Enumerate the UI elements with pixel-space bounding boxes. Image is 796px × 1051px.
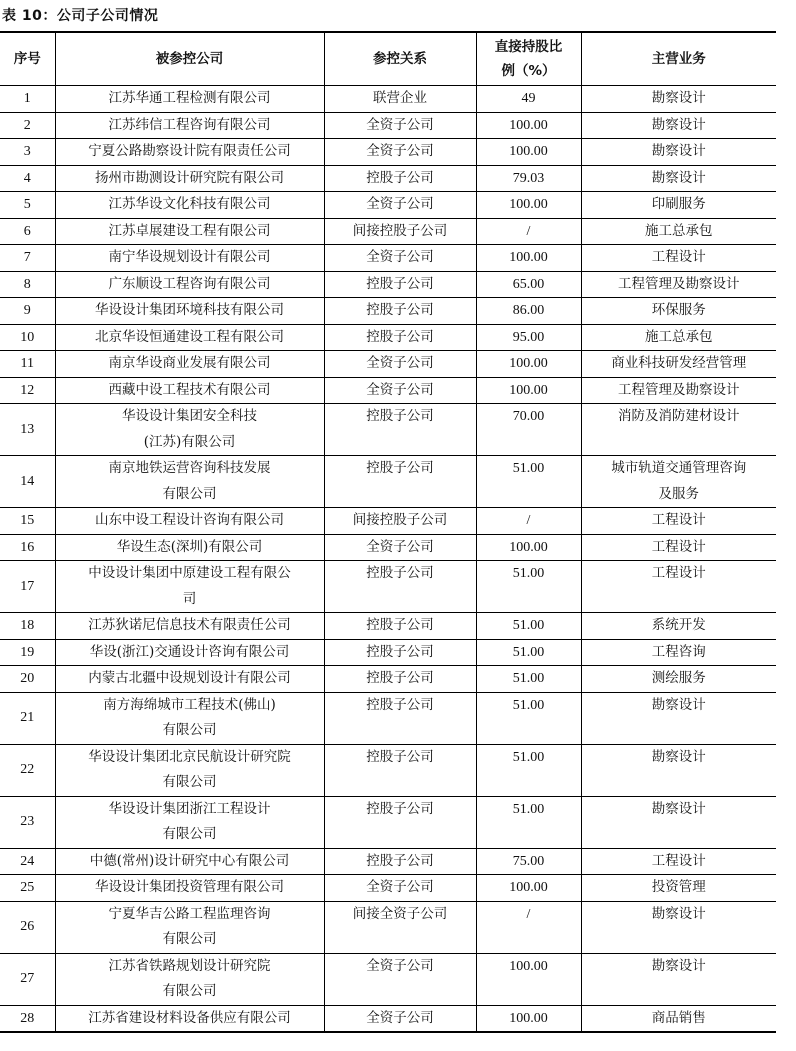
company-name-line: 有限公司 xyxy=(162,983,217,999)
row-index: 25 xyxy=(0,875,55,902)
main-business-line: 勘察设计 xyxy=(651,143,706,159)
main-business xyxy=(581,271,776,298)
main-business xyxy=(581,875,776,902)
main-business-line: 勘察设计 xyxy=(651,957,706,974)
header-share-line2: 例（%） xyxy=(501,63,556,79)
relation: 控股子公司 xyxy=(324,692,476,744)
main-business xyxy=(581,848,776,875)
main-business xyxy=(581,561,776,613)
main-business xyxy=(581,534,776,561)
main-business xyxy=(581,139,776,166)
relation: 间接全资子公司 xyxy=(324,901,476,953)
table-row xyxy=(0,377,776,404)
relation: 控股子公司 xyxy=(324,165,476,192)
company-name-line: 司 xyxy=(182,590,197,607)
main-business-line: 工程设计 xyxy=(651,512,706,528)
main-business-line: 测绘服务 xyxy=(651,670,706,686)
main-business-line: 消防及消防建材设计 xyxy=(618,408,740,424)
table-caption: 表 10：公司子公司情况 xyxy=(2,8,159,24)
main-business xyxy=(581,218,776,245)
main-business xyxy=(581,1005,776,1032)
row-index: 9 xyxy=(0,298,55,325)
main-business xyxy=(581,666,776,693)
relation: 控股子公司 xyxy=(324,298,476,325)
header-share xyxy=(476,32,581,86)
company-name xyxy=(55,351,324,378)
main-business-line: 勘察设计 xyxy=(651,116,706,133)
main-business xyxy=(581,404,776,456)
table-row xyxy=(0,324,776,351)
company-name-line: 华设设计集团环境科技有限公司 xyxy=(95,302,284,318)
share-percent: 100.00 xyxy=(476,245,581,272)
row-index: 16 xyxy=(0,534,55,561)
table-row xyxy=(0,139,776,166)
company-name-line: 有限公司 xyxy=(162,722,217,738)
main-business xyxy=(581,508,776,535)
company-name xyxy=(55,692,324,744)
table-row xyxy=(0,666,776,693)
table-row xyxy=(0,875,776,902)
row-index: 21 xyxy=(0,692,55,744)
share-percent: 100.00 xyxy=(476,377,581,404)
relation: 联营企业 xyxy=(324,86,476,113)
table-row xyxy=(0,245,776,272)
company-name xyxy=(55,298,324,325)
row-index: 3 xyxy=(0,139,55,166)
share-percent: 49 xyxy=(476,86,581,113)
company-name xyxy=(55,561,324,613)
share-percent: 100.00 xyxy=(476,192,581,219)
row-index: 26 xyxy=(0,901,55,953)
company-name-line: 华设生态(深圳)有限公司 xyxy=(116,538,263,555)
header-index: 序号 xyxy=(0,32,55,86)
table-row xyxy=(0,165,776,192)
company-name-line: 华设设计集团安全科技 xyxy=(122,408,257,424)
company-name-line: 西藏中设工程技术有限公司 xyxy=(108,381,271,398)
relation: 全资子公司 xyxy=(324,377,476,404)
company-name xyxy=(55,901,324,953)
table-row xyxy=(0,796,776,848)
table-row xyxy=(0,271,776,298)
company-name-line: 江苏华设文化科技有限公司 xyxy=(108,196,271,212)
relation: 全资子公司 xyxy=(324,875,476,902)
table-row xyxy=(0,744,776,796)
company-name xyxy=(55,324,324,351)
table-row xyxy=(0,192,776,219)
relation: 控股子公司 xyxy=(324,456,476,508)
company-name xyxy=(55,271,324,298)
relation: 全资子公司 xyxy=(324,112,476,139)
share-percent: 51.00 xyxy=(476,639,581,666)
company-name xyxy=(55,508,324,535)
company-name-line: 内蒙古北疆中设规划设计有限公司 xyxy=(88,670,291,686)
share-percent: 100.00 xyxy=(476,953,581,1005)
main-business-line: 工程设计 xyxy=(651,565,706,581)
main-business-line: 施工总承包 xyxy=(645,328,713,345)
share-percent: 86.00 xyxy=(476,298,581,325)
relation: 控股子公司 xyxy=(324,561,476,613)
row-index: 22 xyxy=(0,744,55,796)
company-name-line: 华设设计集团投资管理有限公司 xyxy=(95,879,284,895)
share-percent: 75.00 xyxy=(476,848,581,875)
relation: 控股子公司 xyxy=(324,666,476,693)
main-business-line: 印刷服务 xyxy=(651,196,706,212)
main-business-line: 工程设计 xyxy=(651,538,706,555)
table-row xyxy=(0,351,776,378)
relation: 控股子公司 xyxy=(324,613,476,640)
main-business-line: 工程设计 xyxy=(651,852,706,869)
main-business xyxy=(581,298,776,325)
row-index: 11 xyxy=(0,351,55,378)
row-index: 15 xyxy=(0,508,55,535)
row-index: 28 xyxy=(0,1005,55,1032)
company-name-line: (江苏)有限公司 xyxy=(143,433,236,450)
table-row xyxy=(0,692,776,744)
row-index: 24 xyxy=(0,848,55,875)
company-name xyxy=(55,165,324,192)
header-business: 主营业务 xyxy=(581,32,776,86)
company-name-line: 江苏省铁路规划设计研究院 xyxy=(108,957,271,974)
company-name-line: 中德(常州)设计研究中心有限公司 xyxy=(89,852,290,869)
share-percent: 100.00 xyxy=(476,139,581,166)
main-business-line: 勘察设计 xyxy=(651,748,706,765)
share-percent: 100.00 xyxy=(476,534,581,561)
share-percent: 79.03 xyxy=(476,165,581,192)
company-name-line: 宁夏公路勘察设计院有限责任公司 xyxy=(88,143,291,159)
relation: 全资子公司 xyxy=(324,351,476,378)
company-name-line: 江苏纬信工程咨询有限公司 xyxy=(108,116,271,133)
company-name-line: 山东中设工程设计咨询有限公司 xyxy=(95,512,284,528)
row-index: 19 xyxy=(0,639,55,666)
main-business-line: 工程设计 xyxy=(651,249,706,265)
company-name xyxy=(55,404,324,456)
main-business-line: 勘察设计 xyxy=(651,90,706,106)
company-name-line: 南宁华设规划设计有限公司 xyxy=(108,249,271,265)
relation: 全资子公司 xyxy=(324,534,476,561)
company-name-line: 华设设计集团北京民航设计研究院 xyxy=(88,748,291,765)
share-percent: 51.00 xyxy=(476,666,581,693)
table-row xyxy=(0,953,776,1005)
relation: 全资子公司 xyxy=(324,245,476,272)
share-percent: 51.00 xyxy=(476,692,581,744)
table-row xyxy=(0,561,776,613)
main-business xyxy=(581,456,776,508)
main-business xyxy=(581,613,776,640)
company-name-line: 有限公司 xyxy=(162,931,217,947)
relation: 全资子公司 xyxy=(324,1005,476,1032)
table-row xyxy=(0,534,776,561)
main-business xyxy=(581,192,776,219)
company-name xyxy=(55,875,324,902)
company-name xyxy=(55,534,324,561)
main-business-line: 城市轨道交通管理咨询 xyxy=(611,460,747,476)
share-percent: 100.00 xyxy=(476,112,581,139)
company-name xyxy=(55,139,324,166)
share-percent: 51.00 xyxy=(476,796,581,848)
company-name-line: 有限公司 xyxy=(162,774,217,790)
table-row xyxy=(0,456,776,508)
company-name xyxy=(55,848,324,875)
relation: 控股子公司 xyxy=(324,404,476,456)
table-row xyxy=(0,508,776,535)
company-name-line: 南京地铁运营咨询科技发展 xyxy=(108,460,271,476)
company-name-line: 中设设计集团中原建设工程有限公 xyxy=(88,565,291,581)
table-row xyxy=(0,112,776,139)
company-name xyxy=(55,86,324,113)
main-business-line: 工程咨询 xyxy=(651,643,706,660)
company-name-line: 江苏卓展建设工程有限公司 xyxy=(108,222,271,239)
company-name-line: 有限公司 xyxy=(162,485,217,502)
relation: 间接控股子公司 xyxy=(324,508,476,535)
main-business-line: 工程管理及勘察设计 xyxy=(618,381,740,398)
relation: 全资子公司 xyxy=(324,953,476,1005)
company-name-line: 广东顺设工程咨询有限公司 xyxy=(108,275,271,292)
header-row xyxy=(0,32,776,86)
row-index: 7 xyxy=(0,245,55,272)
share-percent: 51.00 xyxy=(476,456,581,508)
main-business xyxy=(581,112,776,139)
company-name xyxy=(55,796,324,848)
share-percent: 51.00 xyxy=(476,744,581,796)
relation: 间接控股子公司 xyxy=(324,218,476,245)
company-name xyxy=(55,218,324,245)
share-percent: 51.00 xyxy=(476,561,581,613)
company-name xyxy=(55,639,324,666)
table-row xyxy=(0,86,776,113)
company-name xyxy=(55,112,324,139)
share-percent: 100.00 xyxy=(476,875,581,902)
relation: 控股子公司 xyxy=(324,271,476,298)
relation: 控股子公司 xyxy=(324,744,476,796)
row-index: 18 xyxy=(0,613,55,640)
main-business xyxy=(581,351,776,378)
main-business xyxy=(581,953,776,1005)
company-name xyxy=(55,666,324,693)
relation: 控股子公司 xyxy=(324,848,476,875)
company-name xyxy=(55,744,324,796)
row-index: 12 xyxy=(0,377,55,404)
company-name-line: 有限公司 xyxy=(162,826,217,842)
main-business-line: 环保服务 xyxy=(651,302,706,318)
row-index: 10 xyxy=(0,324,55,351)
row-index: 4 xyxy=(0,165,55,192)
row-index: 27 xyxy=(0,953,55,1005)
share-percent: 51.00 xyxy=(476,613,581,640)
row-index: 13 xyxy=(0,404,55,456)
row-index: 6 xyxy=(0,218,55,245)
main-business xyxy=(581,324,776,351)
share-percent: 70.00 xyxy=(476,404,581,456)
company-name xyxy=(55,613,324,640)
header-relation: 参控关系 xyxy=(324,32,476,86)
main-business xyxy=(581,245,776,272)
main-business xyxy=(581,901,776,953)
relation: 控股子公司 xyxy=(324,796,476,848)
company-name xyxy=(55,456,324,508)
table-row xyxy=(0,404,776,456)
company-name xyxy=(55,377,324,404)
row-index: 2 xyxy=(0,112,55,139)
company-name xyxy=(55,192,324,219)
main-business-line: 商业科技研发经营管理 xyxy=(611,355,747,371)
share-percent: 100.00 xyxy=(476,351,581,378)
main-business-line: 勘察设计 xyxy=(651,800,706,817)
table-row xyxy=(0,901,776,953)
share-percent: / xyxy=(476,901,581,953)
company-name-line: 华设(浙江)交通设计咨询有限公司 xyxy=(89,643,290,660)
company-name-line: 江苏狄诺尼信息技术有限责任公司 xyxy=(88,617,291,633)
main-business-line: 工程管理及勘察设计 xyxy=(618,275,740,292)
main-business-line: 勘察设计 xyxy=(651,169,706,186)
relation: 全资子公司 xyxy=(324,192,476,219)
share-percent: 95.00 xyxy=(476,324,581,351)
main-business xyxy=(581,639,776,666)
company-name xyxy=(55,1005,324,1032)
row-index: 5 xyxy=(0,192,55,219)
company-name-line: 北京华设恒通建设工程有限公司 xyxy=(95,328,284,345)
table-row xyxy=(0,613,776,640)
main-business-line: 投资管理 xyxy=(651,879,706,895)
relation: 全资子公司 xyxy=(324,139,476,166)
main-business-line: 系统开发 xyxy=(651,617,706,633)
company-name-line: 江苏华通工程检测有限公司 xyxy=(108,90,271,106)
company-name-line: 江苏省建设材料设备供应有限公司 xyxy=(88,1009,291,1026)
main-business-line: 商品销售 xyxy=(651,1009,706,1026)
main-business xyxy=(581,692,776,744)
table-row xyxy=(0,1005,776,1032)
company-name-line: 南方海绵城市工程技术(佛山) xyxy=(103,696,276,713)
company-name-line: 宁夏华吉公路工程监理咨询 xyxy=(108,905,271,922)
share-percent: 65.00 xyxy=(476,271,581,298)
row-index: 17 xyxy=(0,561,55,613)
row-index: 8 xyxy=(0,271,55,298)
main-business-line: 及服务 xyxy=(658,485,699,502)
row-index: 23 xyxy=(0,796,55,848)
main-business-line: 施工总承包 xyxy=(645,222,713,239)
share-percent: 100.00 xyxy=(476,1005,581,1032)
main-business xyxy=(581,165,776,192)
relation: 控股子公司 xyxy=(324,639,476,666)
table-row xyxy=(0,298,776,325)
main-business xyxy=(581,744,776,796)
row-index: 20 xyxy=(0,666,55,693)
company-name xyxy=(55,953,324,1005)
table-row xyxy=(0,848,776,875)
table-row xyxy=(0,639,776,666)
header-company: 被参控公司 xyxy=(55,32,324,86)
header-share-line1: 直接持股比 xyxy=(494,39,563,55)
main-business-line: 勘察设计 xyxy=(651,905,706,922)
company-name xyxy=(55,245,324,272)
row-index: 14 xyxy=(0,456,55,508)
main-business xyxy=(581,377,776,404)
relation: 控股子公司 xyxy=(324,324,476,351)
main-business xyxy=(581,86,776,113)
company-name-line: 南京华设商业发展有限公司 xyxy=(108,355,271,371)
subsidiaries-table xyxy=(0,31,776,1033)
row-index: 1 xyxy=(0,86,55,113)
share-percent: / xyxy=(476,218,581,245)
main-business xyxy=(581,796,776,848)
company-name-line: 华设设计集团浙江工程设计 xyxy=(108,800,271,817)
main-business-line: 勘察设计 xyxy=(651,696,706,713)
company-name-line: 扬州市勘测设计研究院有限公司 xyxy=(95,169,284,186)
share-percent: / xyxy=(476,508,581,535)
table-row xyxy=(0,218,776,245)
